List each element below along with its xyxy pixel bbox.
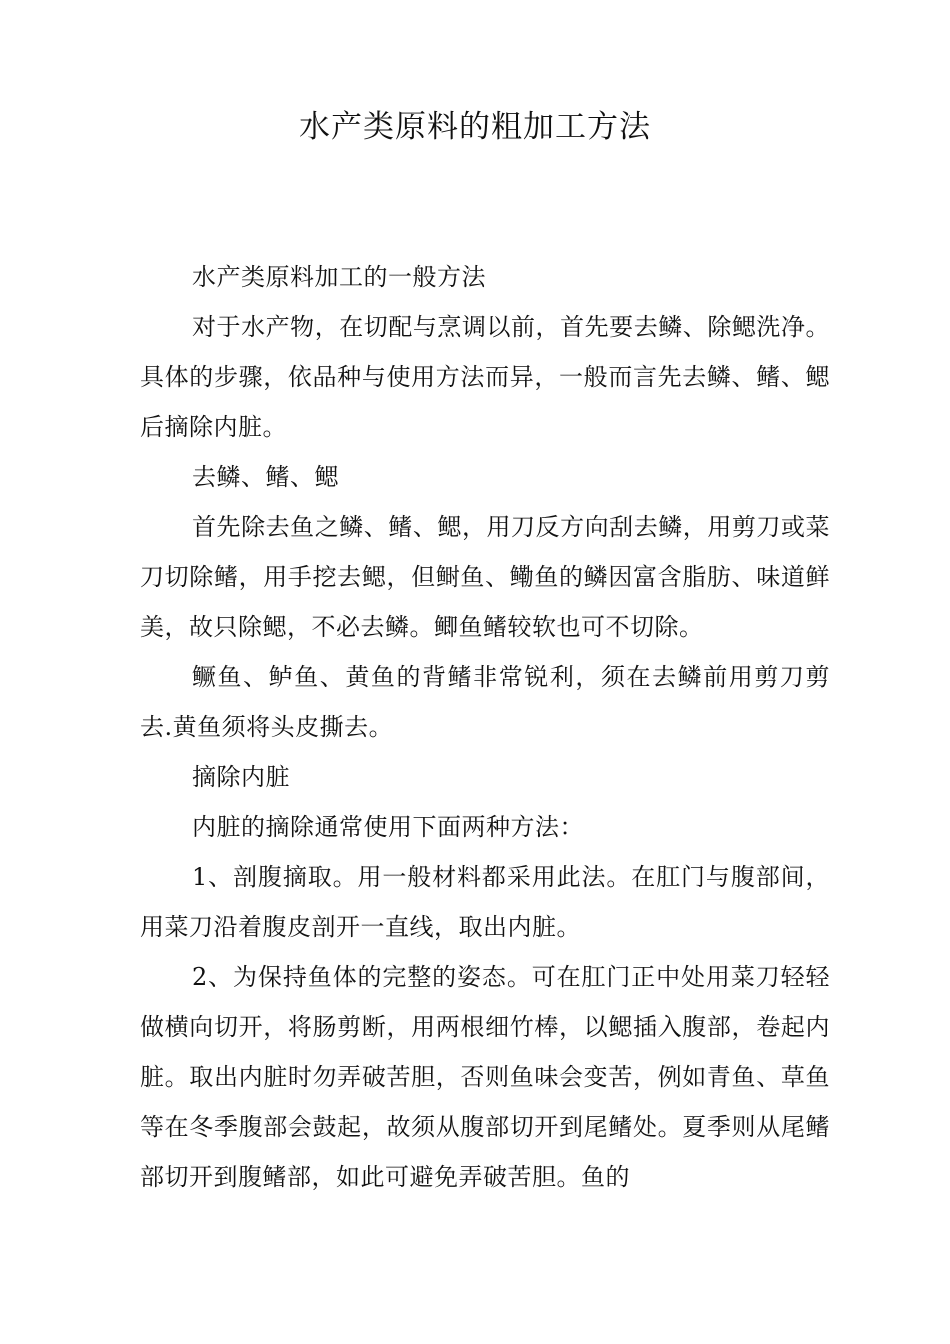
document-title: 水产类原料的粗加工方法: [299, 109, 651, 145]
document-body: [140, 252, 830, 1202]
heading-remove-viscera: 摘除内脏: [192, 763, 290, 791]
paragraph-dorsal-fin: 鳜鱼、鲈鱼、黄鱼的背鳍非常锐利，须在去鳞前用剪刀剪去.黄鱼须将头皮撕去。: [140, 663, 830, 741]
paragraph-intro: 对于水产物，在切配与烹调以前，首先要去鳞、除鳃洗净。具体的步骤，依品种与使用方法而异，一般而言先去鳞、鳍、鳃后摘除内脏。: [140, 313, 830, 441]
heading-general-method: 水产类原料加工的一般方法: [192, 263, 486, 291]
paragraph-viscera-methods: 内脏的摘除通常使用下面两种方法：: [192, 813, 584, 841]
list-item-method-2: 2、为保持鱼体的完整的姿态。可在肛门正中处用菜刀轻轻做横向切开，将肠剪断，用两根细竹棒，以鳃插入腹部，卷起内脏。取出内脏时勿弄破苦胆，否则鱼味会变苦，例如青鱼、草鱼等在冬季腹部会鼓起，故须从腹部切开到尾鳍处。夏季则从尾鳍部切开到腹鳍部，如此可避免弄破苦胆。鱼的: [140, 963, 830, 1191]
heading-scales-fins-gills: 去鳞、鳍、鳃: [192, 463, 339, 491]
list-item-method-1: 1、剖腹摘取。用一般材料都采用此法。在肛门与腹部间，用菜刀沿着腹皮剖开一直线，取出内脏。: [140, 863, 830, 941]
paragraph-scales-fins-gills: 首先除去鱼之鳞、鳍、鳃，用刀反方向刮去鳞，用剪刀或菜刀切除鳍，用手挖去鳃，但鲥鱼、鳓鱼的鳞因富含脂肪、味道鲜美，故只除鳃，不必去鳞。鲫鱼鳍较软也可不切除。: [140, 513, 830, 641]
